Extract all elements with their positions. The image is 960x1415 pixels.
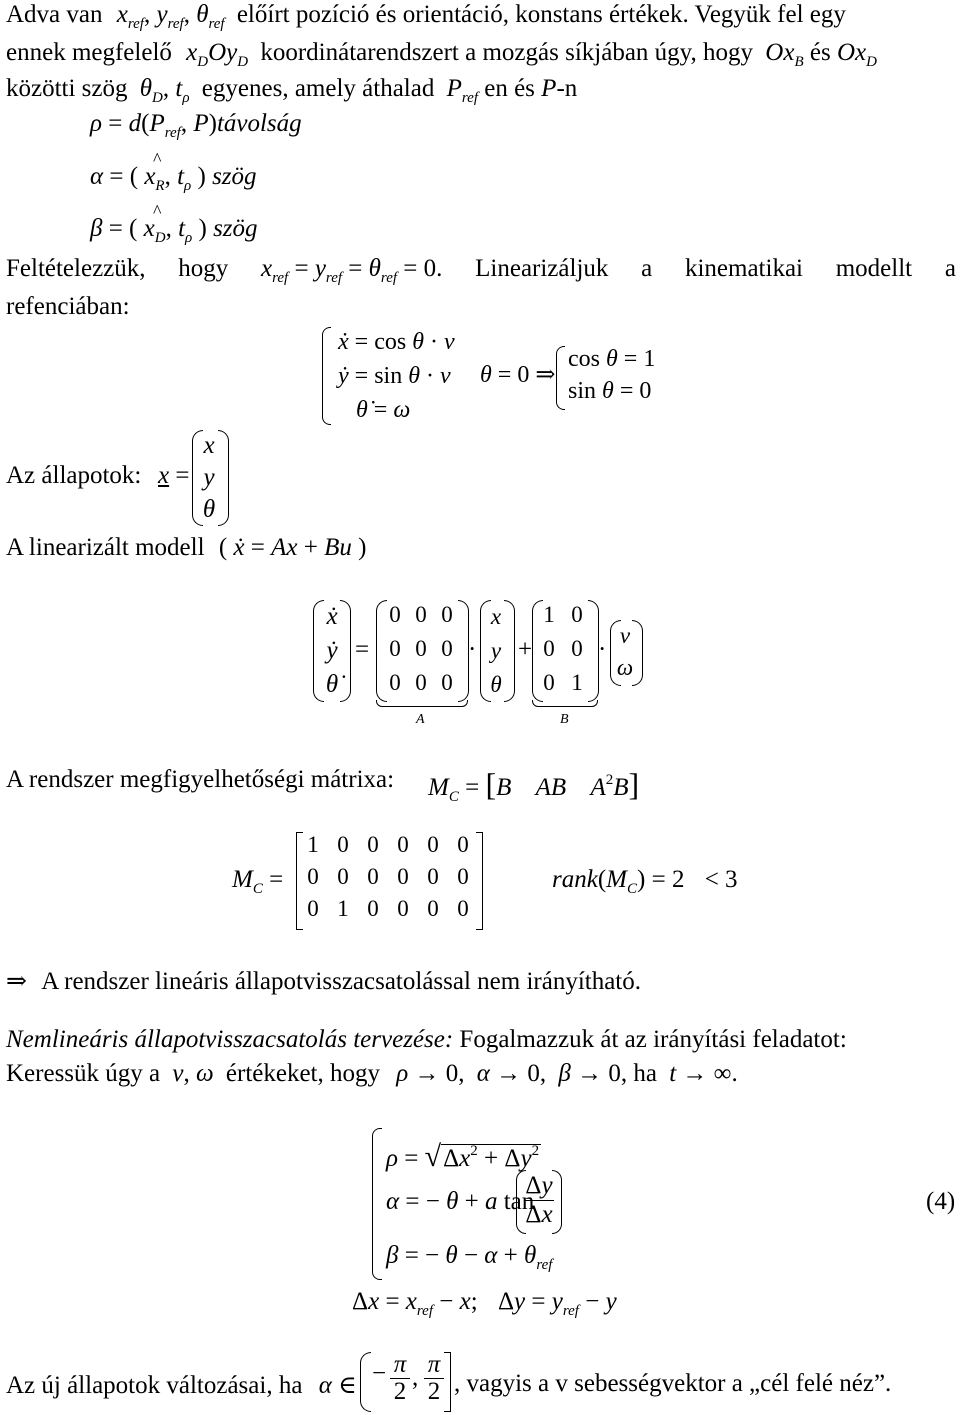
text: Adva van	[6, 1, 103, 28]
underbrace-B	[532, 700, 598, 707]
matrix-cell: 0	[427, 896, 439, 921]
text: ennek megfelelő	[6, 39, 172, 66]
text: , vagyis a v sebességvektor a „cél felé néz”.	[454, 1370, 892, 1397]
dot: ·	[468, 636, 477, 663]
text: Nemlineáris állapotvisszacsatolás tervezése:	[6, 1026, 454, 1053]
text: hogy	[178, 255, 229, 282]
matrix-cell: 0	[389, 636, 401, 661]
paragraph-line-3: közötti szög $\theta_D$, $t_\rho$ egyenes, amely áthalad $P_{ref}$ en és P-n	[6, 75, 578, 106]
matrix-cell: 0	[415, 670, 427, 695]
matrix-cell: 0	[427, 864, 439, 889]
text: és	[809, 39, 831, 66]
matrix-cell: 0	[543, 636, 555, 661]
hat-mark: ^	[153, 149, 162, 169]
matrix-cell: 0	[457, 832, 469, 857]
text: koordinátarendszert a mozgás síkjában úgy, hogy	[260, 39, 754, 66]
brace	[372, 1128, 382, 1280]
input-vector: v ω	[616, 623, 634, 680]
bracket	[476, 832, 483, 930]
brace	[556, 346, 565, 410]
fraction: Δy Δx	[525, 1172, 553, 1228]
text: szög	[213, 215, 258, 242]
matrix-cell: 0	[427, 832, 439, 857]
text: szög	[212, 163, 257, 190]
dot: ·	[598, 636, 607, 663]
state-derivative: ẋ ẏ θ̇	[325, 603, 339, 698]
matrix-cell: 0	[367, 896, 379, 921]
rank-value: 2	[671, 866, 685, 893]
matrix-cell: 0	[367, 864, 379, 889]
plus: +	[518, 636, 533, 663]
text: a	[944, 255, 956, 282]
matrix-cell: 0	[337, 864, 349, 889]
matrix-cell: 0	[571, 602, 583, 627]
text: egyenes, amely áthalad	[201, 75, 435, 102]
fraction: π 2	[424, 1352, 444, 1405]
text: A linearizált modell	[6, 534, 205, 561]
hat-mark: ^	[153, 201, 162, 221]
alpha-eq: α = − θ + a tan	[386, 1188, 535, 1215]
text: a	[641, 255, 653, 282]
seek-line: Keressük úgy a v, ω értékeket, hogy ρ → 0, α → 0, β → 0, ha t → ∞.	[6, 1060, 738, 1087]
text: refenciában:	[6, 293, 130, 320]
matrix-cell: 0	[367, 832, 379, 857]
matrix-cell: 0	[307, 896, 319, 921]
matrix-cell: 0	[389, 602, 401, 627]
delta-defs: $\Delta x = x_{ref} - x$; $\Delta y = y_{ref} - y$	[352, 1288, 617, 1319]
matrix-cell: 0	[441, 602, 453, 627]
matrix-cell: 1	[543, 602, 555, 627]
state-eq: x =	[158, 462, 190, 489]
text: értékeket, hogy	[225, 1060, 381, 1087]
label-B: B	[560, 712, 569, 727]
matrix-cell: 0	[307, 864, 319, 889]
text: , ha	[620, 1060, 657, 1087]
paren	[360, 1352, 371, 1412]
matrix-cell: 0	[415, 602, 427, 627]
matrix-cell: 0	[415, 636, 427, 661]
equals: =	[355, 636, 370, 663]
text: előírt pozíció és orientáció, konstans értékek. Vegyük fel egy	[236, 1, 846, 28]
eq-number: (4)	[926, 1188, 956, 1215]
text: Feltételezzük,	[6, 255, 146, 282]
text: en és	[484, 75, 535, 102]
paren	[218, 430, 229, 526]
text: Az új állapotok változásai, ha	[6, 1372, 303, 1399]
matrix-cell: 0	[397, 864, 409, 889]
assumption-line: Feltételezzük, hogy $x_{ref} = y_{ref} = \theta_{ref} = 0$. Linearizáljuk a kinematikai modellt a	[6, 254, 956, 293]
matrix-cell: 1	[571, 670, 583, 695]
obs-matrix-def: $M_C = [B$ AB $A^2B$]	[428, 766, 640, 805]
matrix-cell: 0	[571, 636, 583, 661]
conclusion-line	[6, 966, 641, 996]
beta-definition: β = ( $x_D$, $t_\rho$ ) szög	[90, 215, 258, 246]
text: távolság	[216, 110, 302, 137]
matrix-cell: 0	[389, 670, 401, 695]
alpha-definition: α = ( $x_R$, $t_\rho$ ) szög	[90, 163, 257, 194]
beta-eq: β = − $\theta - \alpha + \theta_{ref}$	[386, 1242, 553, 1273]
matrix-cell: 0	[441, 670, 453, 695]
nl-line	[6, 1026, 847, 1054]
label-A: A	[416, 712, 425, 727]
paren	[504, 600, 515, 702]
last-line: Az új állapotok változásai, ha α ∈	[6, 1372, 357, 1399]
text: Linearizáljuk	[475, 255, 609, 282]
text: A rendszer megfigyelhetőségi mátrixa:	[6, 766, 395, 793]
paragraph-line-1: Adva van $x_{ref}$, $y_{ref}$, $\theta_{ref}$ előírt pozíció és orientáció, konstans értékek. Vegyük fel egy	[6, 1, 846, 32]
text: Keressük úgy a	[6, 1060, 161, 1087]
matrix-cell: 0	[457, 896, 469, 921]
rank-bound: 3	[725, 866, 738, 893]
bracket	[444, 1352, 451, 1412]
linmodel-line: A linearizált modell ( ẋ = Ax + Bu )	[6, 534, 367, 561]
fraction: π 2	[390, 1352, 410, 1405]
minus: −	[372, 1360, 387, 1387]
rho-definition: $\rho = d(P_{ref}$, P)távolság	[90, 110, 302, 141]
state-vector: x y θ	[202, 432, 216, 523]
theta-zero-implies: θ = 0 ⇒	[480, 362, 556, 388]
text: A rendszer lineáris állapotvisszacsatolással nem irányítható.	[41, 968, 642, 995]
text: közötti szög	[6, 75, 128, 102]
comma: ,	[412, 1364, 419, 1391]
matrix-cell: 1	[307, 832, 319, 857]
text: modellt	[835, 255, 913, 282]
brace	[322, 327, 331, 425]
small-angle: cos θ = 1 sin θ = 0	[568, 346, 656, 404]
rho-eq: $\rho = √\Delta x^2 + \Delta y^2$	[386, 1140, 540, 1173]
matrix-cell: 0	[397, 896, 409, 921]
underbrace-A	[376, 700, 468, 707]
mc-label: $M_C$ =	[232, 866, 284, 897]
implies-icon: ⇒	[6, 968, 27, 995]
matrix-cell: 0	[337, 832, 349, 857]
matrix-cell: 1	[337, 896, 349, 921]
text: Fogalmazzuk át az irányítási feladatot:	[459, 1026, 847, 1053]
matrix-cell: 0	[441, 636, 453, 661]
matrix-cell: 0	[457, 864, 469, 889]
paragraph-line-2: ennek megfelelő $x_DOy_D$ koordinátarendszert a mozgás síkjában úgy, hogy $Ox_B$ és $Ox_D$	[6, 39, 877, 70]
text: kinematikai	[684, 255, 803, 282]
matrix-cell: 0	[397, 832, 409, 857]
text: Az állapotok:	[6, 462, 142, 489]
kinematic-model: ẋ = cos θ · v ẏ = sin θ · v θ̇ = ω	[338, 329, 455, 423]
matrix-cell: 0	[543, 670, 555, 695]
state-vector: x y θ	[490, 604, 502, 697]
text: -n	[556, 75, 578, 102]
rank-expr: $rank(M_C) = 2 < 3$	[552, 866, 738, 897]
